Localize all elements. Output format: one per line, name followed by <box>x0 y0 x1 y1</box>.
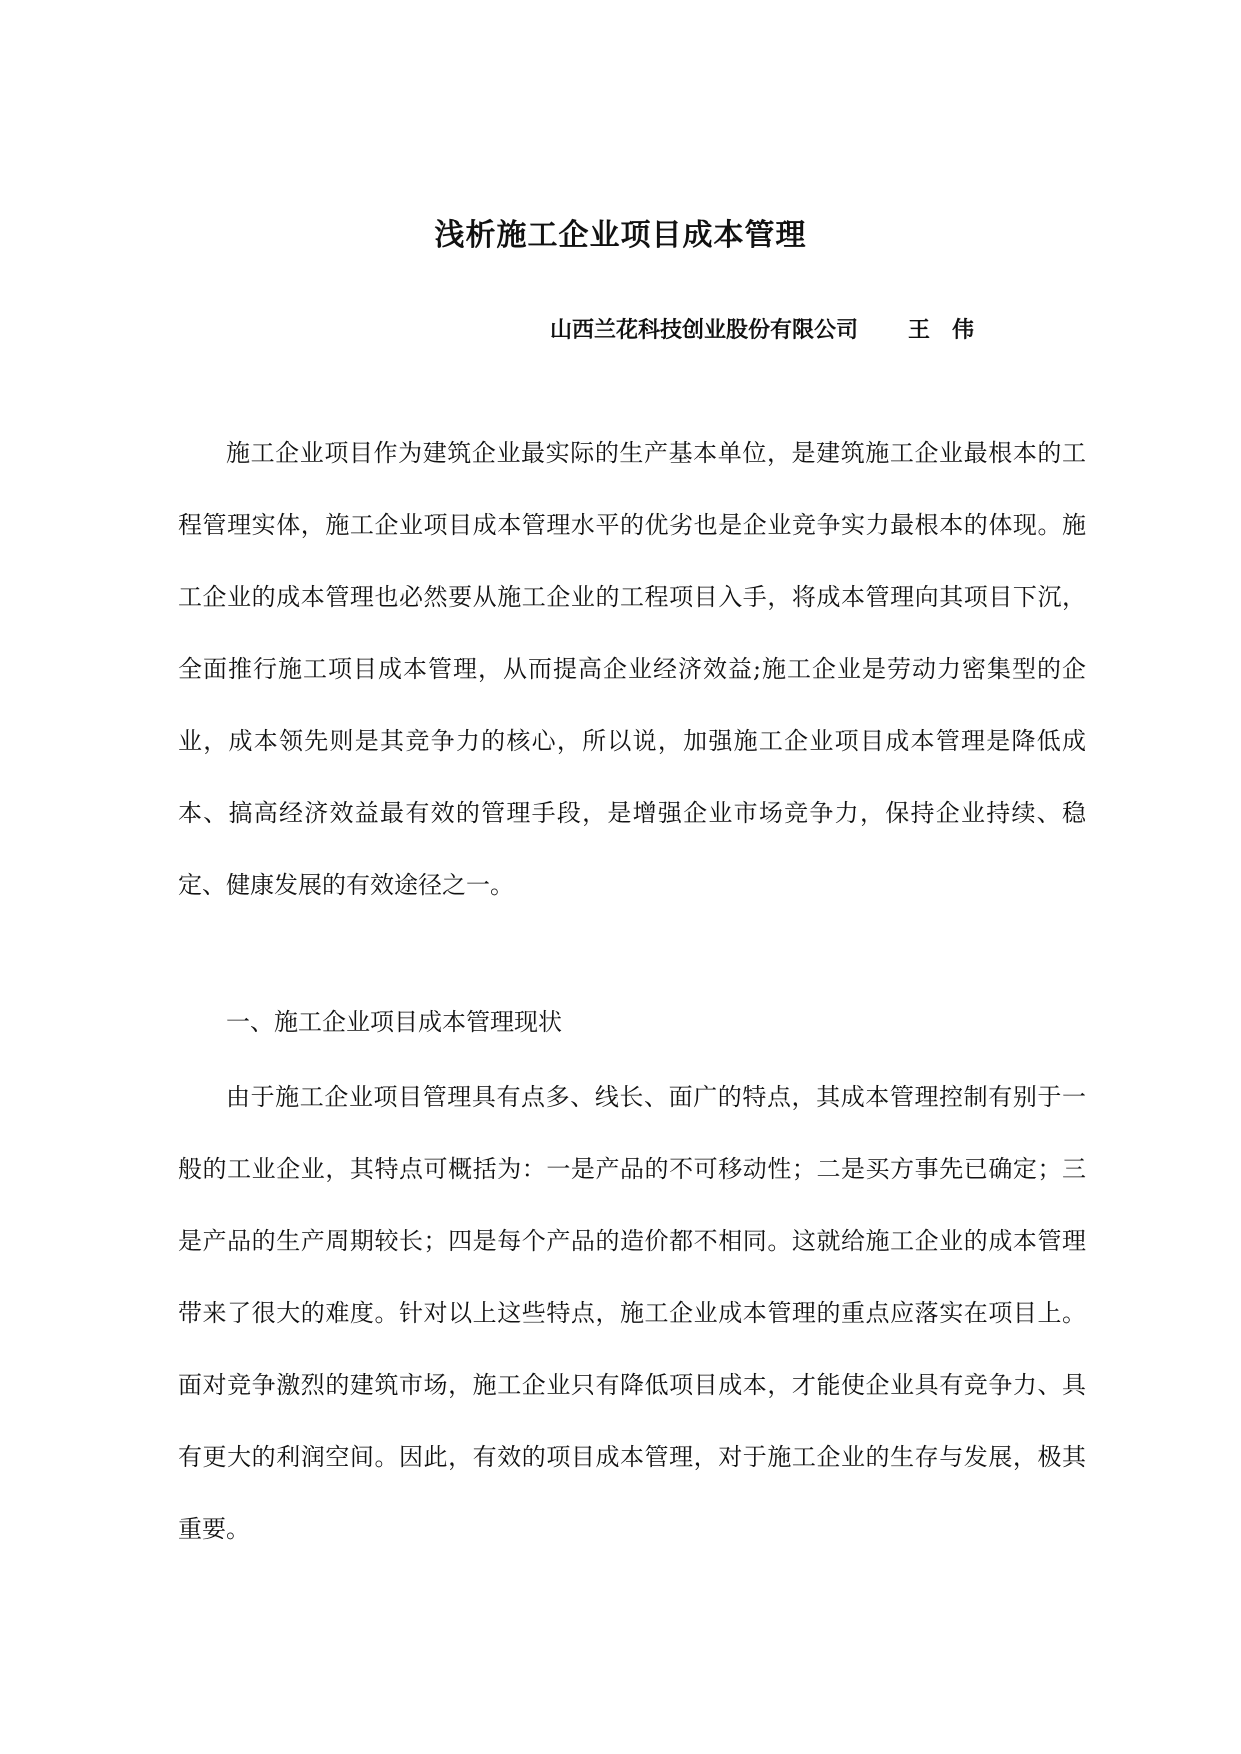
section-heading: 一、施工企业项目成本管理现状 <box>226 1008 562 1036</box>
byline <box>550 313 1110 347</box>
author-organization: 山西兰花科技创业股份有限公司 <box>550 317 859 343</box>
section-paragraph: 由于施工企业项目管理具有点多、线长、面广的特点，其成本管理控制有别于一般的工业企业，其特点可概括为：一是产品的不可移动性；二是买方事先已确定；三是产品的生产周期较长；四是每个产品的造价都不相同。这就给施工企业的成本管理带来了很大的难度。针对以上这些特点，施工企业成本管理的重点应落实在项目上。面对竞争激烈的建筑市场，施工企业只有降低项目成本，才能使企业具有竞争力、具有更大的利润空间。因此，有效的项目成本管理，对于施工企业的生存与发展，极其重要。 <box>178 1083 1086 1543</box>
document-title: 浅析施工企业项目成本管理 <box>434 218 807 253</box>
intro-paragraph: 施工企业项目作为建筑企业最实际的生产基本单位，是建筑施工企业最根本的工程管理实体，施工企业项目成本管理水平的优劣也是企业竞争实力最根本的体现。施工企业的成本管理也必然要从施工企业的工程项目入手，将成本管理向其项目下沉，全面推行施工项目成本管理，从而提高企业经济效益;施工企业是劳动力密集型的企业，成本领先则是其竞争力的核心，所以说，加强施工企业项目成本管理是降低成本、搞高经济效益最有效的管理手段，是增强企业市场竞争力，保持企业持续、稳定、健康发展的有效途径之一。 <box>178 439 1086 899</box>
author-name: 王伟 <box>908 317 997 343</box>
